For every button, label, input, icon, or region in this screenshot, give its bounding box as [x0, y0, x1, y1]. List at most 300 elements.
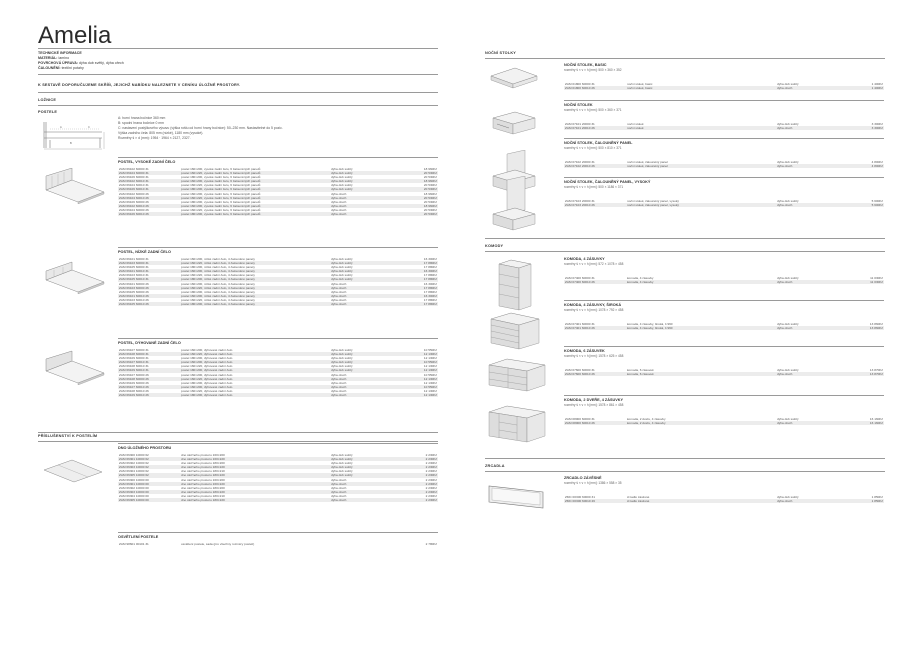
product-finish: dýha dub světlý [331, 461, 353, 466]
product-title: NOČNÍ STOLEK [564, 103, 593, 107]
product-title: POSTEL, VYSOKÉ ZADNÍ ČELO [118, 160, 176, 164]
product-description: komoda, 4 zásuvky, široká, š 960 [627, 322, 673, 326]
product-price: 17 880Kč [423, 289, 437, 294]
table-row [564, 280, 884, 284]
product-description: postel 160×220, nízké zadní čelo, 4 čalouněné panely [181, 297, 255, 302]
product-finish: dýha dub světlý [331, 348, 353, 352]
product-price: 12 130Kč [400, 352, 438, 356]
table-row [564, 203, 884, 207]
product-title: KOMODA, 4 ZÁSUVKY, ŠIROKÁ [564, 303, 622, 307]
section-loznice: LOŽNICE [38, 98, 57, 102]
product-description: noční stolek, čalouněný panel [627, 160, 668, 164]
product-title: KOMODA, 6 ZÁSUVEK [564, 349, 605, 353]
product-price: 16 300Kč [400, 269, 438, 273]
product-dimensions: rozměry š × v × h [mm]: 500 × 360 × 371 [564, 108, 622, 112]
section-zrcadla: ZRCADLA [485, 464, 505, 468]
product-code: ZAM 66102 60010 26 [118, 204, 180, 208]
product-price: 13 860Kč [869, 322, 883, 326]
bed-note: C: nastavení postýlkového výsuvu (výška roštu od horní hrany bočnice): 50–230 mm. Nastavitelné do 5 pozic. [118, 126, 283, 130]
product-code: ZAM 66302 10000 00 [119, 485, 149, 490]
product-code: ZAM 66104 60010 26 [118, 196, 180, 200]
product-code: ZAM 66107 60010 31 [118, 360, 180, 364]
bed-note: Rozměry š × d (mm): 1954 · 1964 × 2127, 2327. [118, 136, 191, 140]
divider [38, 432, 438, 433]
product-description: postel 180×200, dýhované zadní čelo [181, 356, 233, 361]
product-code: ZAM 66109 60010 26 [118, 393, 180, 397]
product-description: komoda, 6 zásuvek [627, 368, 654, 372]
product-code: ZAM 66303 10000 00 [118, 490, 180, 494]
product-description: dno úložného prostoru 180×220 [180, 465, 330, 469]
nightstand-image [485, 108, 545, 138]
product-price: 3 300Kč [871, 122, 883, 126]
product-description: postel 160×200, nízké zadní čelo, 4 čalouněné panely [180, 269, 330, 273]
product-code: ZAM 08000 60000 31 [565, 417, 595, 421]
product-price: 11 030Kč [870, 276, 883, 280]
product-description: postel 180×200, dýhované zadní čelo [181, 380, 233, 385]
product-finish: dýha ořech [331, 289, 347, 294]
product-code: ZAM 66102 60010 31 [118, 179, 180, 183]
divider [38, 48, 438, 49]
product-price: 20 530Kč [423, 175, 437, 180]
product-table [564, 368, 884, 376]
product-code: ZAM 66109 60010 31 [118, 368, 180, 372]
product-table [564, 495, 884, 503]
product-finish [330, 542, 400, 546]
product-code: ZAM 66102 60000 26 [119, 191, 149, 196]
mirror-image [485, 480, 549, 510]
product-code: ZAM 07600 60000 31 [565, 368, 595, 372]
product-description: dno úložného prostoru 180×210 [181, 493, 225, 498]
dresser-2-doors-image [485, 404, 549, 444]
product-description: postel 180×200, nízké zadní čelo, 4 čalouněné panely [181, 265, 255, 270]
product-code: ZAM 66101 60000 31 [119, 257, 149, 261]
product-description: postel 160×200, nízké zadní čelo, 4 čalouněné panely [181, 257, 255, 261]
table-row [564, 164, 884, 168]
product-finish: dýha dub světlý [330, 179, 400, 183]
divider [564, 395, 884, 396]
svg-text:A: A [60, 126, 62, 129]
product-finish: dýha dub světlý [777, 322, 799, 326]
table-row [564, 86, 884, 90]
product-price: 10 550Kč [400, 360, 438, 364]
product-price: 2 230Kč [425, 469, 437, 474]
product-description: postel 160×200, dýhované zadní čelo [181, 372, 233, 377]
product-code: ZAM 66303 10000 62 [118, 465, 180, 469]
product-code: ZAM 66106 60000 31 [119, 175, 149, 180]
product-finish: dýha ořech [331, 477, 347, 482]
product-finish: dýha ořech [330, 377, 400, 381]
product-title: NOČNÍ STOLEK, ČALOUNĚNÝ PANEL, VYSOKÝ [564, 180, 651, 184]
product-code: ZAM 07401 60000 31 [565, 322, 595, 326]
product-description: postel 180×200, vysoké zadní čelo, 6 čalouněných panelů [180, 212, 330, 216]
product-price: 12 130Kč [400, 368, 438, 372]
product-dimensions: rozměry š × v × h [mm]: 500 × 810 × 371 [564, 146, 622, 150]
product-title: POSTEL, DÝHOVANÉ ZADNÍ ČELO [118, 341, 181, 345]
product-table [564, 322, 884, 330]
product-table [118, 542, 438, 546]
product-description: postel 160×220, dýhované zadní čelo [180, 352, 330, 356]
product-finish: dýha ořech [331, 493, 347, 498]
product-code: ZAM 66103 60010 31 [119, 273, 149, 278]
product-price: 16 300Kč [400, 294, 438, 298]
product-price: 16 300Kč [423, 257, 437, 261]
product-dimensions: rozměry š × v × h [mm]: 500 × 360 × 352 [564, 68, 622, 72]
product-code: ZAM 66108 60010 31 [119, 364, 149, 369]
product-title: NOČNÍ STOLEK, ČALOUNĚNÝ PANEL [564, 141, 633, 145]
product-finish: dýha dub světlý [331, 183, 353, 188]
storage-board-image [38, 456, 108, 486]
product-description: dno úložného prostoru 160×200 [181, 477, 225, 482]
product-finish: dýha dub světlý [777, 276, 799, 280]
dresser-4-drawers-wide-image [485, 311, 545, 351]
product-finish: dýha dub světlý [777, 417, 799, 421]
product-finish: dýha ořech [330, 385, 400, 389]
product-code: ZAM 66104 60000 26 [119, 207, 149, 212]
product-description: dno úložného prostoru 180×220 [180, 490, 330, 494]
product-finish: dýha dub světlý [777, 495, 799, 499]
product-finish: dýha dub světlý [330, 352, 400, 356]
product-finish: dýha ořech [330, 286, 400, 290]
product-price: 10 550Kč [423, 372, 437, 377]
product-finish: dýha ořech [330, 196, 400, 200]
product-finish: dýha ořech [776, 280, 846, 284]
product-price: 16 300Kč [423, 281, 437, 286]
product-code: ZAM 07401 60010 26 [564, 326, 626, 330]
product-table [564, 417, 884, 425]
product-description: komoda, 4 zásuvky [627, 276, 654, 280]
product-finish: dýha dub světlý [331, 273, 353, 278]
svg-text:C: C [88, 126, 90, 129]
product-table [564, 82, 884, 90]
product-price: 2 230Kč [425, 453, 437, 457]
product-title: KOMODA, 4 ZÁSUVKY [564, 257, 605, 261]
surface-value: dýha dub světlý, dýha ořech [79, 61, 124, 65]
product-price: 20 530Kč [423, 207, 437, 212]
product-finish: dýha ořech [776, 86, 846, 90]
product-finish: dýha ořech [331, 388, 347, 393]
product-finish: dýha ořech [330, 393, 400, 397]
product-description: komoda, 2 dveře, 4 zásuvky [627, 417, 666, 421]
product-code: ZAM 66305 10000 00 [118, 498, 180, 502]
product-code: ZAM 66108 60000 31 [118, 352, 180, 356]
table-row [564, 499, 884, 503]
product-code: ZAM 07101 20000 31 [565, 122, 595, 126]
product-finish: dýha dub světlý [330, 457, 400, 461]
product-description: postel 160×220, vysoké zadní čelo, 6 čalouněných panelů [181, 207, 261, 212]
product-finish: dýha dub světlý [777, 160, 799, 164]
product-price: 12 130Kč [423, 380, 437, 385]
product-finish: dýha ořech [331, 297, 347, 302]
product-price: 2 230Kč [425, 493, 437, 498]
upholstery-value: textilní potahy [61, 66, 84, 70]
product-description: postel 160×220, vysoké zadní čelo, 6 čalouněných panelů [181, 183, 261, 188]
product-finish: dýha dub světlý [330, 368, 400, 372]
bed-note: A: horní hrana bočnice 360 mm [118, 116, 166, 120]
product-code: ZAM 66105 60000 26 [119, 289, 149, 294]
product-code: ZAM 66103 60000 31 [118, 261, 180, 265]
section-nocni-stolky: NOČNÍ STOLKY [485, 51, 517, 55]
product-price: 18 960Kč [400, 204, 438, 208]
product-code: ZAM 07102 20000 31 [565, 160, 595, 164]
product-description: dno úložného prostoru 160×220 [180, 457, 330, 461]
bed-note: Výška zadního čela: 805 mm (nízké), 1180 mm (vysoké). [118, 131, 204, 135]
product-description: dno úložného prostoru 180×200 [181, 461, 225, 466]
product-title: ZRCADLO ZÁVĚSNÉ [564, 476, 602, 480]
product-code: ZAM 07103 20010 26 [564, 203, 626, 207]
divider [564, 100, 884, 101]
product-finish: dýha dub světlý [331, 356, 353, 361]
product-description: dno úložného prostoru 180×200 [181, 485, 225, 490]
product-finish: dýha ořech [331, 199, 347, 204]
product-price: 12 130Kč [400, 393, 438, 397]
product-description: postel 160×200, nízké zadní čelo, 4 čalouněné panely [181, 281, 255, 286]
dresser-4-drawers-image [485, 258, 545, 312]
page-title: Amelia [38, 22, 112, 49]
product-description: postel 160×220, dýhované zadní čelo [181, 364, 233, 369]
product-code: ZAM 08000 60010 26 [564, 421, 626, 425]
nightstand-panel-high-image [485, 176, 545, 232]
product-description: postel 160×200, vysoké zadní čelo, 6 čalouněných panelů [180, 179, 330, 183]
product-code: ZAM 66301 10000 62 [118, 457, 180, 461]
product-title: OSVĚTLENÍ POSTELE [118, 535, 159, 539]
product-code: ZAM 66108 60010 26 [119, 388, 149, 393]
product-price: 13 870Kč [869, 368, 883, 372]
product-table [118, 453, 438, 502]
bed-veneer-headboard-image [38, 349, 108, 385]
product-finish: dýha dub světlý [331, 257, 353, 261]
product-price: 13 870Kč [846, 372, 884, 376]
notice-text: K SESTAVĚ DOPORUČUJEME SKŘÍŇ, JEJICHŽ NABÍDKU NALEZNETE V CENÍKU ÚLOŽNÉ PROSTORY. [38, 83, 241, 87]
table-row [118, 498, 438, 502]
product-price: 3 300Kč [846, 126, 884, 130]
product-finish: dýha dub světlý [777, 368, 799, 372]
product-description: postel 160×200, vysoké zadní čelo, 6 čalouněných panelů [181, 191, 261, 196]
divider [485, 238, 885, 239]
product-code: ZAM 66105 60000 31 [119, 265, 149, 270]
product-finish: dýha ořech [330, 498, 400, 502]
product-finish: dýha dub světlý [331, 175, 353, 180]
product-price: 1 400Kč [846, 86, 884, 90]
product-code: ZAM 66304 10000 62 [119, 469, 149, 474]
product-finish: dýha ořech [776, 164, 846, 168]
product-finish: dýha dub světlý [330, 277, 400, 281]
product-code: ZAM 66302 10000 62 [119, 461, 149, 466]
product-price: 17 880Kč [400, 302, 438, 306]
table-row [118, 212, 438, 216]
product-description: noční stolek, čalouněný panel, vysoký [626, 203, 776, 207]
product-finish: dýha ořech [776, 499, 846, 503]
material-value: lamino [58, 56, 70, 60]
product-code: ZAM 07400 60000 31 [565, 276, 595, 280]
product-price: 12 130Kč [400, 377, 438, 381]
divider [38, 92, 438, 93]
product-price: 20 530Kč [400, 171, 438, 175]
product-description: dno úložného prostoru 160×220 [180, 482, 330, 486]
product-code: ZAM 66300 10000 62 [119, 453, 149, 457]
product-table [118, 167, 438, 216]
product-code: ZMC 00300 60000 31 [565, 495, 595, 499]
product-price: 18 960Kč [423, 167, 437, 171]
product-description: postel 160×220, vysoké zadní čelo, 6 čalouněných panelů [180, 171, 330, 175]
product-code: ZAM 66109 60000 31 [119, 356, 149, 361]
product-finish: dýha dub světlý [330, 473, 400, 477]
product-price: 2 230Kč [425, 485, 437, 490]
product-description: zrcadlo závěsné [626, 499, 776, 503]
product-finish: dýha ořech [776, 421, 846, 425]
product-description: noční stolek [626, 126, 776, 130]
product-price: 2 230Kč [400, 490, 438, 494]
product-description: postel 160×220, nízké zadní čelo, 4 čalouněné panely [181, 273, 255, 278]
product-description: postel 180×200, dýhované zadní čelo [180, 393, 330, 397]
divider [564, 138, 884, 139]
product-price: 1 850Kč [846, 499, 884, 503]
product-finish: dýha ořech [776, 126, 846, 130]
divider [564, 346, 884, 347]
product-code: ZAM 66106 60010 31 [118, 187, 180, 191]
product-finish: dýha dub světlý [330, 465, 400, 469]
product-finish: dýha dub světlý [777, 199, 799, 203]
product-price: 2 230Kč [400, 465, 438, 469]
divider [118, 157, 438, 158]
product-table [118, 348, 438, 397]
product-finish: dýha ořech [331, 207, 347, 212]
product-code: ZAM 66102 60000 31 [119, 167, 149, 171]
product-code: ZAM 66107 60000 31 [119, 348, 149, 352]
product-description: osvětlení postele, sada (pro všechny rozměry postelí) [181, 542, 255, 546]
product-description: dno úložného prostoru 180×220 [180, 473, 330, 477]
product-description: postel 160×220, vysoké zadní čelo, 6 čalouněných panelů [180, 196, 330, 200]
product-description: postel 180×200, nízké zadní čelo, 4 čalouněné panely [180, 277, 330, 281]
product-price: 17 880Kč [423, 297, 437, 302]
product-description: postel 160×200, nízké zadní čelo, 4 čalouněné panely [180, 294, 330, 298]
product-code: ZAM 98601 00101 31 [119, 542, 149, 546]
product-description: komoda, 4 zásuvky, široká, š 960 [626, 326, 776, 330]
product-finish: dýha dub světlý [330, 360, 400, 364]
product-price: 2 230Kč [400, 482, 438, 486]
table-row [118, 542, 438, 546]
product-description: postel 180×200, vysoké zadní čelo, 6 čalouněných panelů [181, 175, 261, 180]
product-price: 2 230Kč [400, 473, 438, 477]
bed-low-headboard-image [38, 258, 108, 294]
product-dimensions: rozměry š × v × h [mm]: 1078 × 792 × 458 [564, 308, 624, 312]
product-finish: dýha dub světlý [331, 167, 353, 171]
product-description: postel 180×200, dýhované zadní čelo [180, 368, 330, 372]
product-price: 1 400Kč [871, 82, 883, 86]
product-price: 4 800Kč [871, 160, 883, 164]
product-code: ZAM 66301 10000 00 [118, 482, 180, 486]
divider [118, 443, 438, 444]
technical-info [38, 51, 438, 71]
tech-heading: TECHNICKÉ INFORMACE [38, 51, 82, 55]
product-description: postel 180×200, vysoké zadní čelo, 6 čalouněných panelů [181, 199, 261, 204]
product-code: ZAM 66101 60010 26 [118, 294, 180, 298]
product-price: 10 550Kč [423, 348, 437, 352]
product-code: ZAM 66103 60000 26 [118, 286, 180, 290]
product-price: 20 530Kč [400, 187, 438, 191]
bed-notes [118, 116, 438, 141]
product-price: 17 880Kč [400, 277, 438, 281]
divider [38, 105, 438, 106]
product-code: ZAM 66101 60010 31 [118, 269, 180, 273]
table-row [118, 302, 438, 306]
product-finish: dýha dub světlý [331, 364, 353, 369]
product-description: postel 180×200, vysoké zadní čelo, 6 čalouněných panelů [180, 187, 330, 191]
product-finish: dýha ořech [331, 485, 347, 490]
divider [485, 458, 885, 459]
product-description: postel 160×200, dýhované zadní čelo [180, 360, 330, 364]
product-price: 12 130Kč [423, 364, 437, 369]
product-price: 2 230Kč [425, 461, 437, 466]
section-komody: KOMODY [485, 244, 504, 248]
divider [118, 247, 438, 248]
right-page [461, 0, 922, 652]
product-price: 18 960Kč [400, 179, 438, 183]
product-description: postel 160×220, nízké zadní čelo, 4 čalouněné panely [180, 286, 330, 290]
product-finish: dýha dub světlý [777, 82, 799, 86]
product-finish: dýha dub světlý [330, 269, 400, 273]
product-finish: dýha dub světlý [331, 469, 353, 474]
product-code: ZAM 66105 60010 31 [118, 277, 180, 281]
product-table [564, 122, 884, 130]
divider [564, 300, 884, 301]
divider [38, 74, 438, 75]
product-code: ZAM 66101 60000 26 [119, 281, 149, 286]
product-description: postel 160×220, nízké zadní čelo, 4 čalouněné panely [180, 261, 330, 265]
product-description: komoda, 6 zásuvek [626, 372, 776, 376]
product-code: ZAM 66104 60010 31 [119, 183, 149, 188]
table-row [564, 421, 884, 425]
product-finish: dýha dub světlý [330, 261, 400, 265]
product-code: ZAM 07102 20010 26 [564, 164, 626, 168]
product-price: 12 130Kč [423, 356, 437, 361]
bed-high-headboard-image [38, 168, 108, 204]
bed-note: B: spodní hrana bočnice 0 mm [118, 121, 164, 125]
product-dimensions: rozměry š × v × h [mm]: 1386 × 558 × 35 [564, 481, 622, 485]
product-price: 12 130Kč [423, 388, 437, 393]
divider [485, 58, 885, 59]
product-title: POSTEL, NÍZKÉ ZADNÍ ČELO [118, 250, 171, 254]
product-finish: dýha ořech [331, 380, 347, 385]
product-price: 20 530Kč [400, 196, 438, 200]
product-description: noční stolek [627, 122, 644, 126]
product-finish: dýha ořech [330, 490, 400, 494]
product-description: postel 180×200, nízké zadní čelo, 4 čalouněné panely [181, 289, 255, 294]
product-description: dno úložného prostoru 180×210 [181, 469, 225, 474]
product-description: postel 160×200, vysoké zadní čelo, 6 čalouněných panelů [181, 167, 261, 171]
product-description: zrcadlo závěsné [627, 495, 650, 499]
product-price: 20 530Kč [423, 183, 437, 188]
product-code: ZAM 66305 10000 62 [118, 473, 180, 477]
product-dimensions: rozměry š × v × h [mm]: 572 × 1078 × 458 [564, 262, 624, 266]
product-code: ZAM 66105 60010 26 [118, 302, 180, 306]
product-dimensions: rozměry š × v × h [mm]: 500 × 1186 × 371 [564, 185, 624, 189]
product-description: komoda, 2 dveře, 4 zásuvky [626, 421, 776, 425]
product-finish: dýha ořech [331, 281, 347, 286]
product-price: 17 880Kč [400, 286, 438, 290]
product-description: postel 160×200, dýhované zadní čelo [181, 348, 233, 352]
product-price: 11 030Kč [846, 280, 884, 284]
product-finish: dýha ořech [330, 482, 400, 486]
product-finish: dýha ořech [331, 191, 347, 196]
product-price: 2 780Kč [425, 542, 437, 546]
product-price: 2 230Kč [400, 457, 438, 461]
product-finish: dýha ořech [776, 326, 846, 330]
product-price: 16 160Kč [869, 417, 883, 421]
product-finish: dýha ořech [776, 203, 846, 207]
product-title: NOČNÍ STOLEK, BASIC [564, 63, 607, 67]
product-finish: dýha ořech [776, 372, 846, 376]
product-code: ZAM 07103 20000 31 [565, 199, 595, 203]
